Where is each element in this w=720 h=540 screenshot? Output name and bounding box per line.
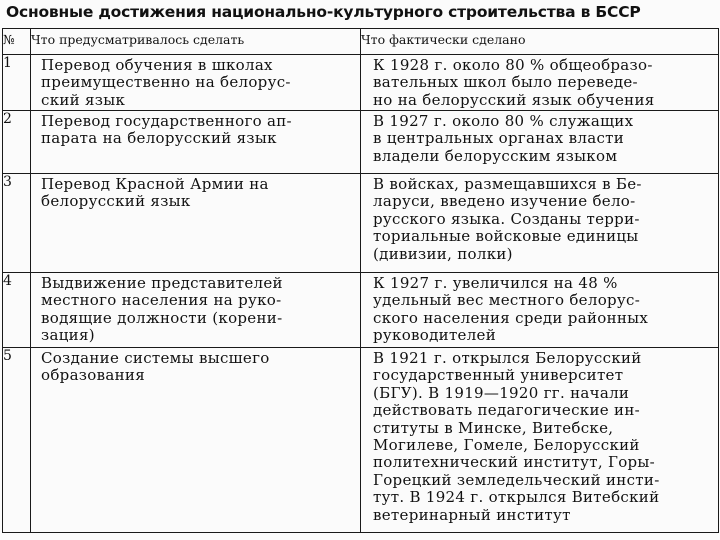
text-line: удельный вес местного белорус-: [373, 291, 641, 310]
achievements-table: [2, 28, 719, 533]
text-line: зация): [41, 326, 95, 345]
done-cell: [361, 273, 719, 348]
text-line: К 1928 г. около 80 % общеобразо-: [373, 56, 653, 74]
text-line: владели белорусским языком: [373, 146, 618, 165]
planned-text: [31, 348, 360, 385]
text-line: местного населения на руко-: [41, 291, 282, 310]
planned-text: [31, 273, 360, 345]
text-line: ториальные войсковые единицы: [373, 227, 639, 246]
text-line: К 1927 г. увеличился на 48 %: [373, 274, 618, 292]
done-cell: [361, 348, 719, 533]
text-line: В войсках, размещавшихся в Бе-: [373, 175, 642, 193]
done-text: [361, 174, 718, 263]
text-line: но на белорусский язык обучения: [373, 90, 655, 109]
text-line: Создание системы высшего: [41, 349, 270, 367]
table-row: [3, 348, 719, 533]
text-line: парата на белорусский язык: [41, 129, 277, 148]
header-number: №: [3, 29, 31, 55]
document-title: Основные достижения национально-культурного строительства в БССР: [6, 3, 641, 21]
text-line: ветеринарный институт: [373, 505, 571, 524]
text-line: тут. В 1924 г. открылся Витебский: [373, 488, 660, 507]
done-text: [361, 55, 718, 109]
planned-text: [31, 55, 360, 109]
planned-text: [31, 111, 360, 148]
text-line: ларуси, введено изучение бело-: [373, 192, 636, 211]
planned-cell: [31, 174, 361, 273]
text-line: Перевод обучения в школах: [41, 56, 273, 74]
text-line: ский язык: [41, 90, 126, 109]
text-line: водящие должности (корени-: [41, 308, 283, 327]
done-cell: [361, 174, 719, 273]
done-text: [361, 273, 718, 345]
text-line: белорусский язык: [41, 192, 191, 211]
text-line: Перевод Красной Армии на: [41, 175, 269, 193]
done-cell: [361, 111, 719, 174]
planned-cell: [31, 348, 361, 533]
row-number: 4: [3, 273, 31, 348]
text-line: вательных школ было переведе-: [373, 73, 638, 92]
header-planned: Что предусматривалось сделать: [31, 29, 361, 55]
done-text: [361, 111, 718, 165]
text-line: руководителей: [373, 326, 497, 345]
text-line: ского населения среди районных: [373, 308, 649, 327]
text-line: в центральных органах власти: [373, 129, 625, 148]
planned-cell: [31, 111, 361, 174]
text-line: государственный университет: [373, 366, 624, 385]
text-line: (БГУ). В 1919—1920 гг. начали: [373, 383, 630, 402]
text-line: В 1927 г. около 80 % служащих: [373, 112, 634, 130]
text-line: Могилеве, Гомеле, Белорусский: [373, 436, 640, 455]
planned-cell: [31, 55, 361, 111]
done-text: [361, 348, 718, 524]
done-cell: [361, 55, 719, 111]
text-line: действовать педагогические ин-: [373, 401, 640, 420]
text-line: (дивизии, полки): [373, 244, 513, 263]
planned-cell: [31, 273, 361, 348]
text-line: В 1921 г. открылся Белорусский: [373, 349, 642, 367]
row-number: 2: [3, 111, 31, 174]
table-row: [3, 111, 719, 174]
table-row: [3, 174, 719, 273]
text-line: Горецкий земледельческий инсти-: [373, 470, 660, 489]
table-header-row: [3, 29, 719, 55]
text-line: Перевод государственного ап-: [41, 112, 292, 130]
text-line: образования: [41, 366, 145, 385]
text-line: политехнический институт, Горы-: [373, 453, 656, 472]
table-row: [3, 273, 719, 348]
row-number: 1: [3, 55, 31, 111]
text-line: преимущественно на белорус-: [41, 73, 291, 92]
text-line: русского языка. Созданы терри-: [373, 209, 640, 228]
text-line: ституты в Минске, Витебске,: [373, 418, 614, 437]
planned-text: [31, 174, 360, 211]
header-done: Что фактически сделано: [361, 29, 719, 55]
row-number: 5: [3, 348, 31, 533]
row-number: 3: [3, 174, 31, 273]
table-row: [3, 55, 719, 111]
text-line: Выдвижение представителей: [41, 274, 283, 292]
